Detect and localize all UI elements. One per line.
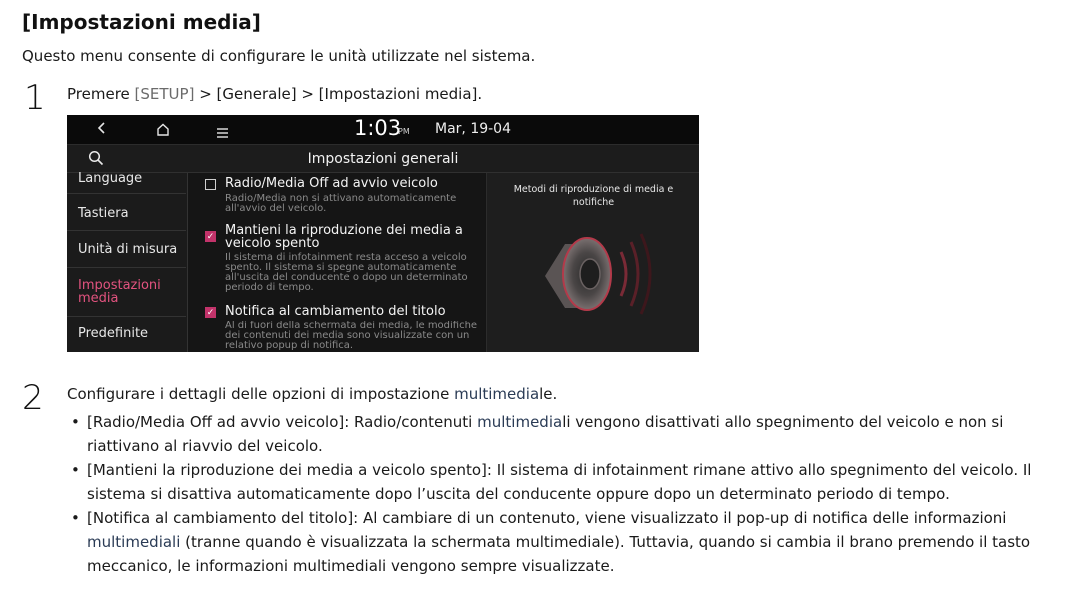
options-list xyxy=(188,173,485,352)
screen-header xyxy=(67,145,699,173)
bullet-text: [Radio/Media Off ad avvio veicolo]: Radio/contenuti xyxy=(87,413,478,431)
infotainment-screenshot xyxy=(67,115,699,352)
sidebar-item-units[interactable]: Unità di misura xyxy=(78,242,178,257)
sidebar-item-defaults[interactable]: Predefinite xyxy=(78,326,149,341)
bullet-multimedia: multimedia xyxy=(477,413,563,431)
option-description: Al di fuori della schermata dei media, le modifiche dei contenuti dei media sono visualizzate con un relativo popup di notifica. xyxy=(225,321,478,351)
step-2-number: 2 xyxy=(22,378,44,418)
status-bar xyxy=(67,115,699,145)
sidebar-item-media-settings[interactable]: Impostazioni media xyxy=(78,278,161,306)
clock-time: 1:03 xyxy=(354,116,402,140)
step-1-text xyxy=(67,85,482,103)
page-title: [Impostazioni media] xyxy=(22,10,261,34)
setup-key: [SETUP] xyxy=(134,85,195,103)
bullet-multimedia: multimediali xyxy=(87,533,181,551)
step-1-number: 1 xyxy=(24,78,46,118)
info-text: Metodi di riproduzione di media e notifiche xyxy=(513,184,674,208)
bullet-text: [Mantieni la riproduzione dei media a veicolo spento]: Il sistema di infotainment rimane attivo allo spegnimento del veicolo. Il sistema si disattiva automaticamente dopo l’uscita del conducente oppure dopo un determinato periodo di tempo. xyxy=(87,461,1032,503)
status-date: Mar, 19-04 xyxy=(435,121,511,137)
option-label[interactable]: Mantieni la riproduzione dei media a veicolo spento xyxy=(225,223,463,251)
back-icon[interactable] xyxy=(97,121,107,139)
bullet-text: [Notifica al cambiamento del titolo]: Al cambiare di un contenuto, viene visualizzato il pop-up di notifica delle informazioni xyxy=(87,509,1007,527)
menu-icon[interactable] xyxy=(217,124,228,142)
home-icon[interactable] xyxy=(156,122,170,140)
sidebar-item-language[interactable]: Language xyxy=(78,171,143,186)
clock-ampm: PM xyxy=(398,127,410,136)
list-item xyxy=(67,506,1057,578)
option-label[interactable]: Notifica al cambiamento del titolo xyxy=(225,304,446,319)
bullet-text-end: (tranne quando è visualizzata la schermata multimediale). Tuttavia, quando si cambia il brano premendo il tasto meccanico, le informazioni multimediali vengono sempre visualizzate. xyxy=(87,533,1031,575)
checkbox-keep-media[interactable]: ✓ xyxy=(206,232,215,242)
settings-sidebar xyxy=(67,173,188,352)
step-2-text xyxy=(67,385,557,403)
speaker-icon xyxy=(535,216,665,330)
options-bullet-list xyxy=(67,410,1057,578)
bullet-text-end: li vengono disattivati allo spegnimento del veicolo e non si riattivano al riavvio del veicolo. xyxy=(87,413,1004,455)
step-2-multimedia: multimedia xyxy=(454,385,540,403)
list-item xyxy=(67,458,1057,506)
screen-title: Impostazioni generali xyxy=(307,151,459,167)
step-1-text-end: > [Generale] > [Impostazioni media]. xyxy=(194,85,483,103)
step-2-text-start: Configurare i dettagli delle opzioni di impostazione xyxy=(67,385,455,403)
sidebar-divider xyxy=(67,316,186,317)
option-description: Il sistema di infotainment resta acceso a veicolo spento. Il sistema si spegne automaticamente all'uscita del conducente o dopo un determinato periodo di tempo. xyxy=(225,252,468,293)
step-1-text-start: Premere xyxy=(67,85,135,103)
sidebar-divider xyxy=(67,193,186,194)
sidebar-divider xyxy=(67,267,186,268)
step-2-text-end: le. xyxy=(539,385,558,403)
list-item xyxy=(67,410,1057,458)
intro-text: Questo menu consente di configurare le unità utilizzate nel sistema. xyxy=(22,47,536,65)
checkbox-media-off[interactable] xyxy=(205,179,216,190)
info-panel xyxy=(486,173,699,352)
checkbox-title-notify[interactable]: ✓ xyxy=(206,308,215,318)
option-description: Radio/Media non si attivano automaticamente all'avvio del veicolo. xyxy=(225,193,457,214)
sidebar-item-keyboard[interactable]: Tastiera xyxy=(78,206,129,221)
option-label[interactable]: Radio/Media Off ad avvio veicolo xyxy=(225,176,438,191)
sidebar-divider xyxy=(67,230,186,231)
